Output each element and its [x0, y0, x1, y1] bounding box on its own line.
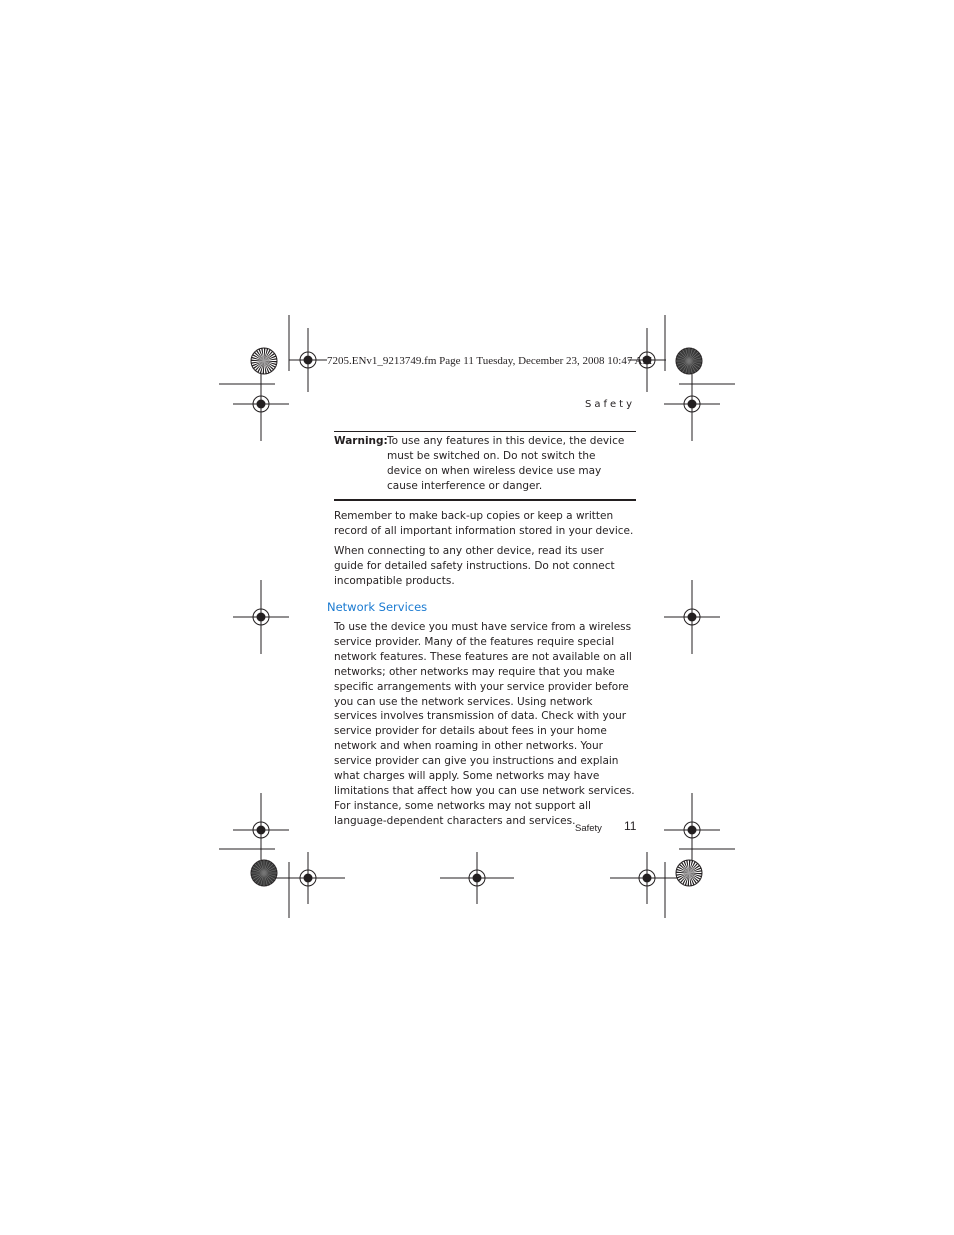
section-title: Network Services [327, 600, 428, 614]
registration-crosshair-icon [271, 852, 345, 904]
registration-crosshair-icon [233, 580, 289, 654]
page-number: 11 [624, 819, 637, 833]
section-body: To use the device you must have service from a wireless service provider. Many of the features require special network features. These features are not available on all networks; other networks may require that you make specific arrangements with your service provider before you can use the network services. Using network services involves transmission of data. Check with your service provider for details about fees in your home network and when roaming in other networks. Your service provider can give you instructions and explain what charges will apply. Some networks may have limitations that affect how you can use network services. For instance, some networks may not support all language-dependent characters and services. [334, 621, 635, 827]
paragraph-backup: Remember to make back-up copies or keep a written record of all important information stored in your device. [334, 510, 634, 537]
print-header: 7205.ENv1_9213749.fm Page 11 Tuesday, December 23, 2008 10:47 AM [327, 355, 653, 367]
registration-crosshair-icon [233, 793, 289, 867]
paragraph-connecting: When connecting to any other device, read its user guide for detailed safety instructions. Do not connect incompatible products. [334, 545, 615, 587]
registration-crosshair-icon [610, 852, 684, 904]
footer-label: Safety [575, 823, 602, 834]
starburst-target-icon [676, 860, 702, 886]
registration-crosshair-icon [664, 367, 720, 441]
starburst-target-icon [251, 348, 277, 374]
starburst-target-icon [676, 348, 702, 374]
registration-crosshair-icon [664, 580, 720, 654]
running-head: Safety [585, 399, 635, 410]
warning-text: To use any features in this device, the device must be switched on. Do not switch the device on when wireless device use may cause interference or danger. [387, 435, 625, 492]
warning-top-rule [334, 431, 636, 432]
warning-label: Warning: [334, 435, 388, 447]
registration-crosshair-icon [289, 328, 327, 392]
registration-crosshair-icon [233, 367, 289, 441]
starburst-target-icon [251, 860, 277, 886]
warning-bottom-rule [334, 499, 636, 501]
registration-crosshair-icon [440, 852, 514, 904]
registration-crosshair-icon [664, 793, 720, 867]
